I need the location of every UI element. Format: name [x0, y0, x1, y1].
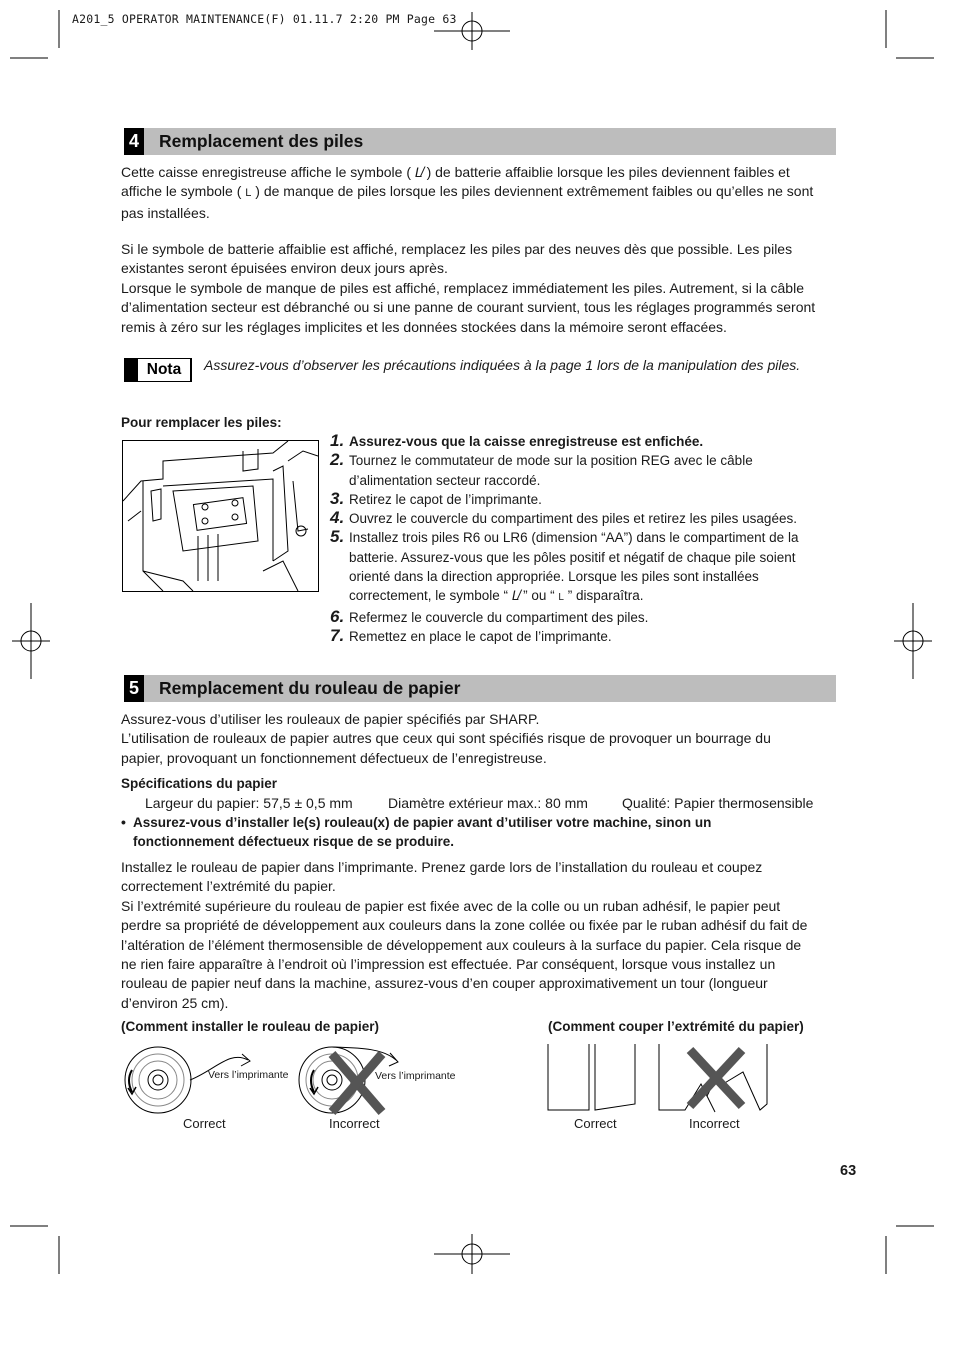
correct-caption: Correct — [574, 1116, 617, 1131]
section-4-header — [124, 128, 836, 155]
incorrect-caption: Incorrect — [689, 1116, 740, 1131]
to-printer-label: Vers l’imprimante — [375, 1070, 456, 1082]
to-printer-label: Vers l’imprimante — [208, 1069, 289, 1081]
page-number: 63 — [840, 1163, 857, 1179]
nota-text: Assurez-vous d’observer les précautions indiquées à la page 1 lors de la manipulation des piles. — [204, 357, 801, 373]
spec-width: Largeur du papier: 57,5 ± 0,5 mm — [145, 795, 353, 811]
low-battery-icon: L̸ — [414, 164, 423, 180]
section-5-intro: Assurez-vous d’utiliser les rouleaux de papier spécifiés par SHARP. L’utilisation de rouleaux de papier autres que ceux qui sont spécifiés risque de provoquer un bourrage du papier, provoquant un fonctionnement défectueux de l’enregistreuse. — [121, 711, 771, 766]
step-2: 2. Tournez le commutateur de mode sur la position REG avec le câble d’alimentation secteur raccordé. — [330, 450, 753, 488]
no-battery-icon: L — [558, 592, 564, 604]
spec-diameter: Diamètre extérieur max.: 80 mm — [388, 795, 588, 811]
low-battery-icon: L̸ — [511, 588, 520, 604]
correct-caption: Correct — [183, 1116, 226, 1131]
procedure-steps — [330, 432, 835, 646]
step-1: 1. Assurez-vous que la caisse enregistreuse est enfichée. — [330, 431, 704, 450]
spec-quality: Qualité: Papier thermosensible — [622, 795, 814, 811]
section-4-intro: Cette caisse enregistreuse affiche le symbole ( L̸ ) de batterie affaiblie lorsque les piles deviennent faibles et affiche le symbole ( L ) de manque de piles lorsque les piles deviennent extrêmement faibles ou qu’elles ne sont pas installées. — [121, 164, 814, 221]
section-4-number: 4 — [124, 128, 144, 155]
procedure-title: Pour remplacer les piles: — [121, 415, 282, 430]
section-5-title: Remplacement du rouleau de papier — [159, 678, 461, 698]
section-5-number: 5 — [124, 675, 144, 702]
fig-cut-title: (Comment couper l’extrémité du papier) — [548, 1019, 804, 1034]
print-header: A201_5 OPERATOR MAINTENANCE(F) 01.11.7 2:20 PM Page 63 — [72, 12, 457, 26]
fig-install-title: (Comment installer le rouleau de papier) — [121, 1019, 380, 1034]
bullet-icon: • — [121, 814, 126, 830]
step-3: 3. Retirez le capot de l’imprimante. — [330, 488, 542, 508]
no-battery-icon: L — [245, 187, 252, 200]
battery-compartment-illustration — [122, 440, 319, 592]
nota-label: Nota — [138, 359, 190, 381]
section-4-body: Si le symbole de batterie affaiblie est affiché, remplacez les piles par des neuves dès que possible. Les piles existantes seront épuisées environ deux jours après. Lorsque le symbole de manque de piles est affiché, remplacez immédiatement les piles. Autrement, si la câble d’alimentation secteur est débranché ou si une panne de courant survient, tous les réglages programmés seront remis à zéro sur les réglages implicites et les données stockées dans la mémoire seront effacées. — [121, 241, 816, 335]
section-5-body: Installez le rouleau de papier dans l’imprimante. Prenez garde lors de l’installation du rouleau et coupez correctement l’extrémité du papier. Si l’extrémité supérieure du rouleau de papier est fixée avec de la colle ou un ruban adhésif, le papier peut perdre sa propriété de développement aux couleurs dans la zone collée ou fixée par le ruban adhésif du fait de l’altération de l’élément thermosensible de développement aux couleurs à la surface du papier. Cela risque de ne rien faire apparaître à l’endroit où l’impression est effectuée. Par conséquent, lorsque vous installez un rouleau de papier neuf dans la machine, assurez-vous d’en couper approximativement un tour (longueur d’environ 25 cm). — [121, 859, 808, 1011]
step-6: 6. Refermez le couvercle du compartiment des piles. — [330, 606, 649, 626]
step-4: 4. Ouvrez le couvercle du compartiment des piles et retirez les piles usagées. — [330, 508, 797, 528]
warning-text: Assurez-vous d’installer le(s) rouleau(x) de papier avant d’utiliser votre machine, sinon un fonctionnement défectueux risque de se produire. — [133, 815, 712, 849]
spec-title: Spécifications du papier — [121, 776, 278, 791]
incorrect-caption: Incorrect — [329, 1116, 380, 1131]
section-5-header — [124, 675, 836, 702]
section-4-title: Remplacement des piles — [159, 131, 364, 151]
paper-cut-illustration — [545, 1040, 785, 1115]
step-5: 5. Installez trois piles R6 ou LR6 (dimension “AA”) dans le compartiment de la batterie. Assurez-vous que les pôles positif et négatif de chaque pile soient orienté dans la direction appropriée. Lorsque les piles sont installées correctement, le symbole “ L̸ ” ou “ L ” disparaîtra. — [330, 527, 799, 604]
step-7: 7. Remettez en place le capot de l’imprimante. — [330, 625, 612, 645]
